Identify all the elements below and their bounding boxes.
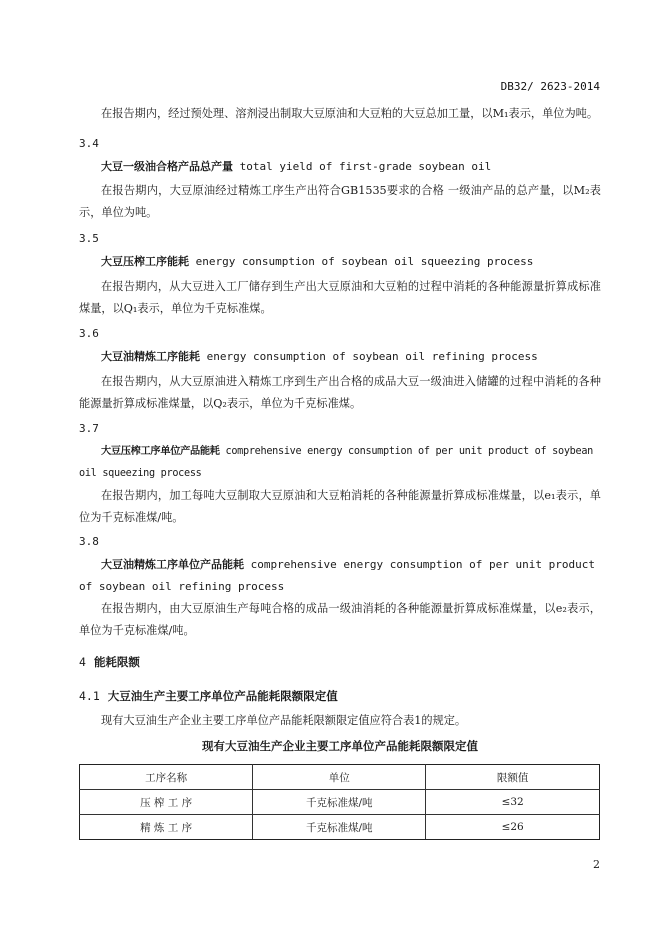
paragraph-4-1-body: 现有大豆油生产企业主要工序单位产品能耗限额限定值应符合表1的规定。 [101,714,467,727]
term-3-8-zh: 大豆油精炼工序单位产品能耗 [101,558,244,571]
table-header-limit: 限额值 [426,765,600,790]
term-3-8-en: comprehensive energy consumption of per unit product of soybean oil refining process [79,558,595,593]
paragraph-3-8-body: 在报告期内，由大豆原油生产每吨合格的成品一级油消耗的各种能源量折算成标准煤量，以e₂表示，单位为千克标准煤/吨。 [79,602,601,637]
term-3-4-zh: 大豆一级油合格产品总产量 [101,160,233,173]
section-4-1-number: 4.1 [79,689,100,703]
term-3-8 [79,554,601,598]
standard-code: DB32/ 2623-2014 [500,80,600,93]
term-3-7-en: comprehensive energy consumption of per unit product of soybean oil squeezing process [79,446,594,479]
table-row [80,815,600,840]
table-cell-process: 精 炼 工 序 [80,815,253,840]
table-cell-unit: 千克标准煤/吨 [253,815,426,840]
section-number-3-6: 3.6 [79,327,99,340]
paragraph-3-7-body: 在报告期内，加工每吨大豆制取大豆原油和大豆粕消耗的各种能源量折算成标准煤量，以e₁表示，单位为千克标准煤/吨。 [79,489,601,524]
table-row [80,790,600,815]
section-number-3-5: 3.5 [79,232,99,245]
term-3-4-en: total yield of first-grade soybean oil [239,160,492,173]
table-cell-process: 压 榨 工 序 [80,790,253,815]
chapter-4-number: 4 [79,655,86,669]
table-title: 现有大豆油生产企业主要工序单位产品能耗限额限定值 [202,739,478,753]
table-header-process: 工序名称 [80,765,253,790]
table-cell-limit: ≤26 [426,815,600,840]
chapter-4-title: 能耗限额 [93,655,140,669]
energy-limit-table [79,764,600,840]
table-cell-limit: ≤32 [426,790,600,815]
term-3-6-en: energy consumption of soybean oil refining process [206,350,538,363]
paragraph-3-6-body: 在报告期内，从大豆原油进入精炼工序到生产出合格的成品大豆一级油进入储罐的过程中消耗的各种能源量折算成标准煤量，以Q₂表示，单位为千克标准煤。 [79,375,601,410]
section-number-3-4: 3.4 [79,137,99,150]
term-3-6 [79,346,601,368]
table-header-unit: 单位 [253,765,426,790]
table-header-row [80,765,600,790]
section-number-3-7: 3.7 [79,422,99,435]
chapter-4-heading [79,654,140,670]
section-4-1-title: 大豆油生产主要工序单位产品能耗限额限定值 [107,689,338,703]
term-3-7-zh: 大豆压榨工序单位产品能耗 [101,446,220,457]
page-number: 2 [593,858,600,871]
paragraph-3-5-body: 在报告期内，从大豆进入工厂储存到生产出大豆原油和大豆粕的过程中消耗的各种能源量折算成标准煤量，以Q₁表示，单位为千克标准煤。 [79,280,601,315]
term-3-5 [79,251,601,273]
paragraph-3-4-body: 在报告期内，大豆原油经过精炼工序生产出符合GB1535要求的合格 一级油产品的总产量，以M₂表示，单位为吨。 [79,184,601,219]
term-3-4 [79,156,601,178]
table-cell-unit: 千克标准煤/吨 [253,790,426,815]
paragraph-3-3-body: 在报告期内，经过预处理、溶剂浸出制取大豆原油和大豆粕的大豆总加工量，以M₁表示，单位为吨。 [101,107,599,120]
section-4-1-heading [79,688,338,704]
term-3-6-zh: 大豆油精炼工序能耗 [101,350,200,363]
term-3-5-en: energy consumption of soybean oil squeezing process [195,255,534,268]
term-3-5-zh: 大豆压榨工序能耗 [101,255,189,268]
term-3-7 [79,441,601,485]
section-number-3-8: 3.8 [79,535,99,548]
